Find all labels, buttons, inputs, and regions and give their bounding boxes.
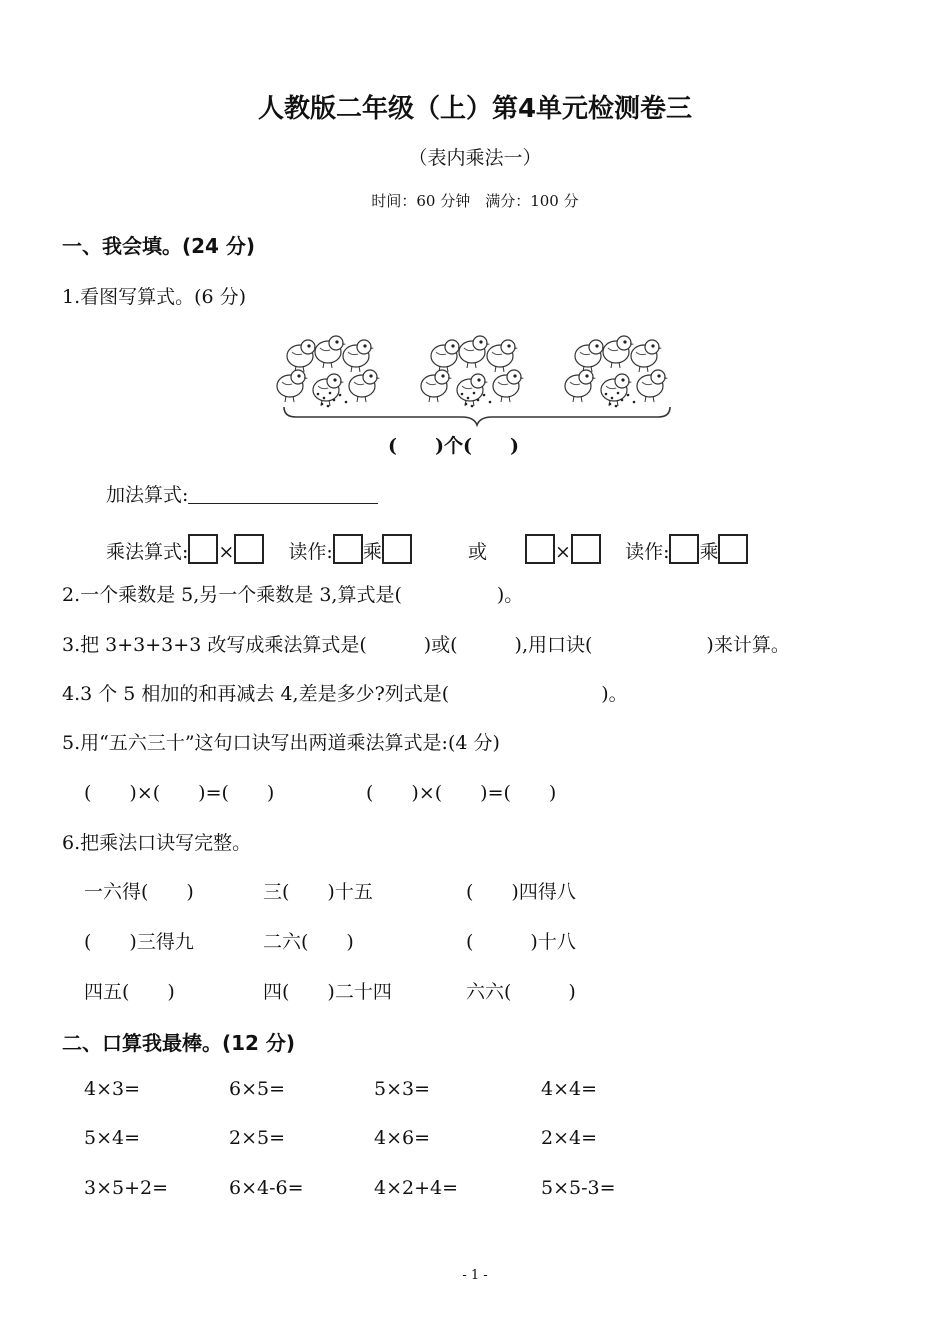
chick-icon (459, 336, 490, 368)
answer-box[interactable] (382, 534, 412, 564)
mental-math-item: 5×4= (84, 1127, 141, 1149)
seed-dot (467, 397, 470, 400)
question1-text: 1.看图写算式。(6 分) (62, 286, 247, 308)
mental-math-item: 4×6= (374, 1127, 431, 1149)
answer-box[interactable] (718, 534, 748, 564)
chick-group (272, 332, 384, 412)
times-sign: × (218, 541, 235, 563)
question4-text: 4.3 个 5 相加的和再减去 4,差是多少?列式是( )。 (62, 683, 628, 705)
chick-icon (601, 374, 632, 406)
q6-cell: 一六得( ) (84, 881, 194, 903)
chick-icon (575, 340, 606, 372)
chick-icon (287, 340, 318, 372)
brace-bracket (282, 405, 672, 427)
q6-cell: ( )十八 (466, 931, 576, 953)
chick-icon (349, 370, 380, 402)
chick-icon (493, 370, 524, 402)
question6-text: 6.把乘法口诀写完整。 (62, 832, 252, 854)
chick-group (416, 332, 528, 412)
question5-text: 5.用“五六三十”这句口诀写出两道乘法算式是:(4 分) (62, 732, 500, 754)
answer-box[interactable] (234, 534, 264, 564)
cheng-word: 乘 (362, 541, 382, 563)
mental-math-item: 5×3= (374, 1078, 431, 1100)
seed-dot (627, 394, 630, 397)
section1-heading: 一、我会填。(24 分) (62, 234, 256, 258)
seed-dot (611, 397, 614, 400)
q6-cell: 四五( ) (84, 981, 175, 1003)
seed-dot (323, 397, 326, 400)
q5-equation-b: ( )×( )=( ) (366, 782, 557, 804)
seed-dot (333, 399, 336, 402)
seed-dot (617, 392, 620, 395)
page-subtitle: （表内乘法一） (408, 147, 542, 169)
q6-cell: 三( )十五 (263, 881, 373, 903)
chick-group (560, 332, 672, 412)
q6-cell: ( )四得八 (466, 881, 576, 903)
q6-cell: 二六( ) (263, 931, 354, 953)
question2-text: 2.一个乘数是 5,另一个乘数是 3,算式是( )。 (62, 584, 524, 606)
answer-box[interactable] (669, 534, 699, 564)
seed-dot (483, 394, 486, 397)
answer-box[interactable] (333, 534, 363, 564)
q6-cell: 六六( ) (466, 981, 576, 1003)
chick-icon (431, 340, 462, 372)
mental-math-item: 3×5+2= (84, 1177, 169, 1199)
multiplication-label: 乘法算式: (106, 541, 189, 563)
chick-icon (603, 336, 634, 368)
multiplication-row (106, 534, 748, 564)
seed-dot (489, 401, 492, 404)
mental-math-item: 6×5= (229, 1078, 286, 1100)
exam-meta: 时间：60 分钟 满分：100 分 (371, 192, 579, 210)
addition-row (106, 480, 378, 507)
mental-math-item: 5×5-3= (541, 1177, 616, 1199)
q6-cell: 四( )二十四 (263, 981, 392, 1003)
cheng-word: 乘 (699, 541, 719, 563)
seed-dot (477, 399, 480, 402)
seed-dot (621, 399, 624, 402)
answer-box[interactable] (525, 534, 555, 564)
read-label: 读作: (288, 541, 333, 563)
chick-icon (487, 340, 518, 372)
addition-answer-line[interactable] (188, 483, 378, 504)
mental-math-item: 4×4= (541, 1078, 598, 1100)
figure-label: ( )个( ) (388, 435, 519, 457)
read-label: 读作: (625, 541, 670, 563)
seed-dot (339, 394, 342, 397)
section2-heading: 二、口算我最棒。(12 分) (62, 1031, 296, 1055)
chick-icon (637, 370, 668, 402)
chick-icon (315, 336, 346, 368)
chick-icon (343, 340, 374, 372)
q6-cell: ( )三得九 (84, 931, 194, 953)
seed-dot (605, 393, 608, 396)
mental-math-item: 2×4= (541, 1127, 598, 1149)
times-sign: × (555, 541, 571, 563)
seed-dot (633, 401, 636, 404)
page-number: - 1 - (462, 1268, 488, 1283)
answer-box[interactable] (188, 534, 218, 564)
chick-icon (565, 370, 596, 402)
seed-dot (317, 393, 320, 396)
addition-label: 加法算式: (106, 484, 189, 506)
question3-text: 3.把 3+3+3+3 改写成乘法算式是( )或( ),用口诀( )来计算。 (62, 634, 790, 656)
chick-icon (313, 374, 344, 406)
seed-dot (329, 392, 332, 395)
mental-math-item: 4×2+4= (374, 1177, 459, 1199)
chick-icon (421, 370, 452, 402)
seed-dot (461, 393, 464, 396)
mental-math-item: 2×5= (229, 1127, 286, 1149)
mental-math-item: 4×3= (84, 1078, 141, 1100)
answer-box[interactable] (571, 534, 601, 564)
seed-dot (345, 401, 348, 404)
q5-equation-a: ( )×( )=( ) (84, 782, 275, 804)
or-word: 或 (467, 541, 487, 563)
chick-icon (457, 374, 488, 406)
page-title: 人教版二年级（上）第4单元检测卷三 (257, 94, 693, 124)
chick-icon (631, 340, 662, 372)
seed-dot (473, 392, 476, 395)
chick-icon (277, 370, 308, 402)
mental-math-item: 6×4-6= (229, 1177, 304, 1199)
